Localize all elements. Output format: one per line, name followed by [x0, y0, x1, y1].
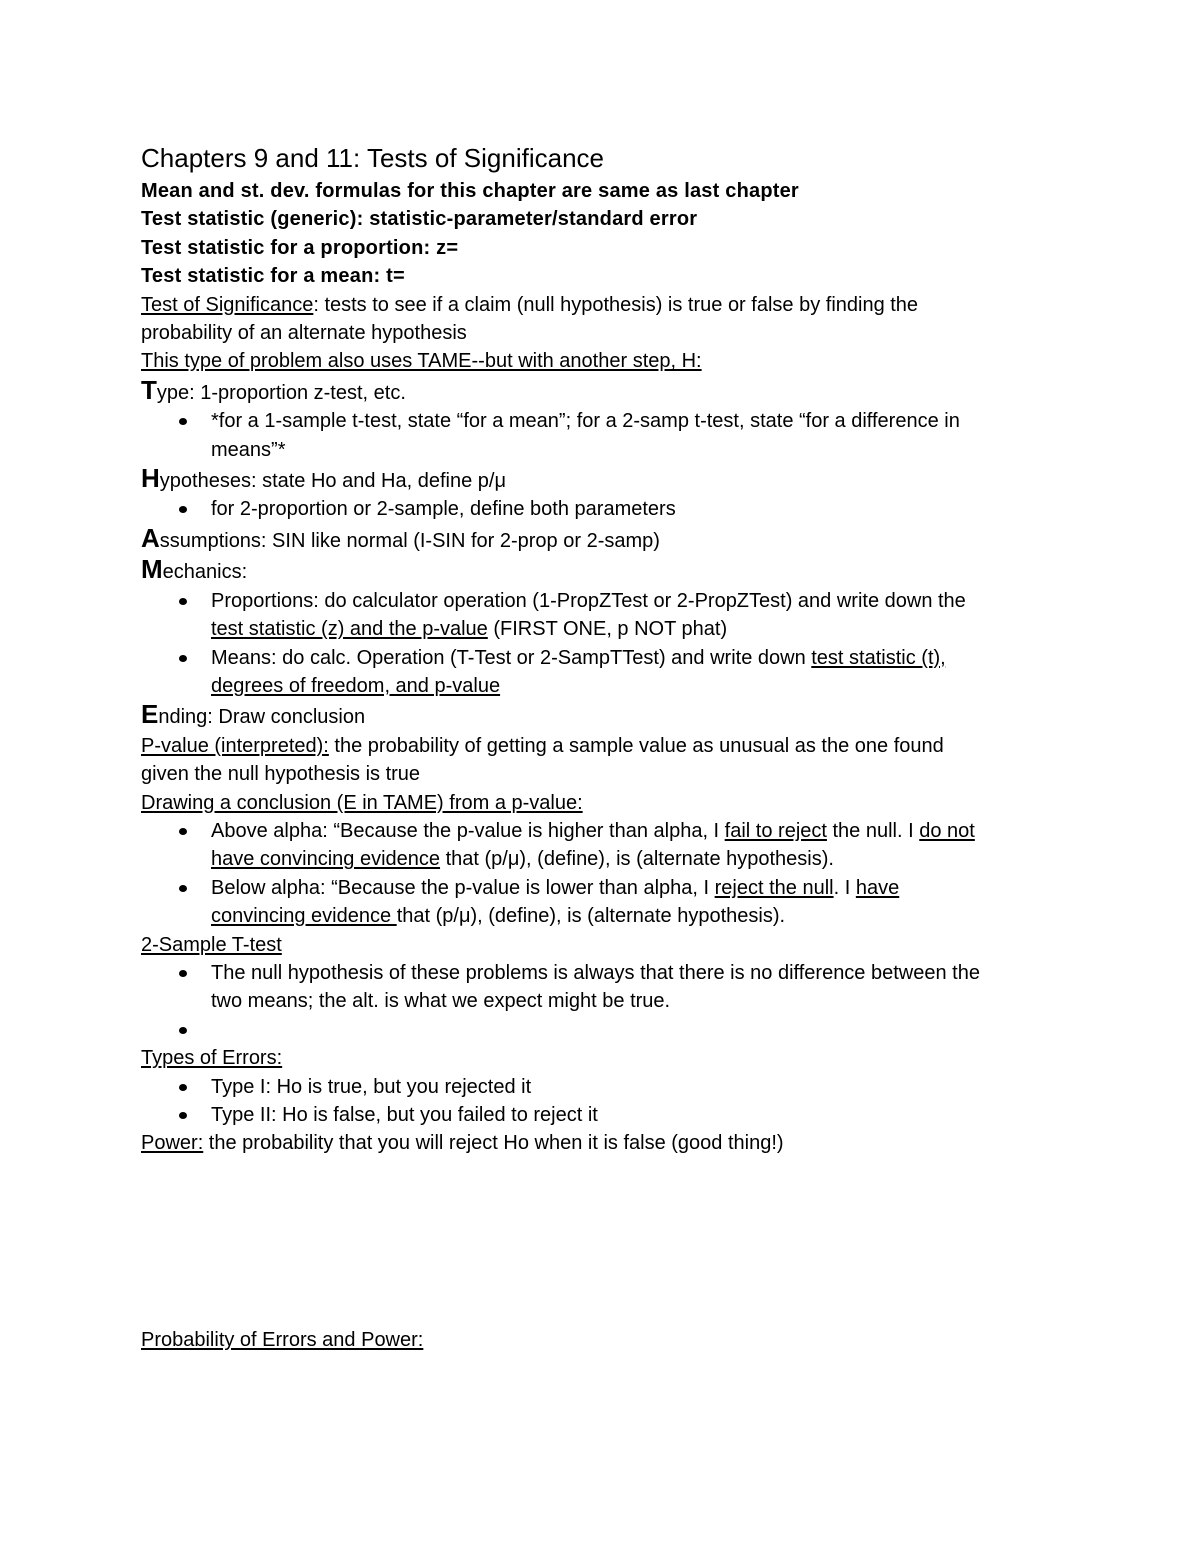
list-item [141, 959, 1061, 1016]
type-bullet-line2: means”* [211, 438, 286, 461]
mechanics-b1-line1: Proportions: do calculator operation (1-PropZTest or 2-PropZTest) and write down the [211, 589, 966, 612]
document-page [141, 141, 1061, 1354]
formula-proportion: Test statistic for a proportion: z= [141, 236, 459, 259]
above-underline-2: do not [919, 819, 975, 842]
hypotheses-heading [141, 464, 1061, 495]
hypotheses-cap: H [141, 463, 160, 494]
pvalue-definition [141, 732, 1061, 789]
mechanics-cap: M [141, 554, 163, 585]
formula-note: Mean and st. dev. formulas for this chapter are same as last chapter [141, 180, 799, 202]
list-item [141, 817, 1061, 874]
type-heading [141, 376, 1061, 407]
list-item [141, 1016, 1061, 1044]
above-underline-3: have convincing evidence [211, 848, 441, 871]
two-sample-list [141, 959, 1061, 1044]
mechanics-heading [141, 555, 1061, 586]
pvalue-term: P-value (interpreted): [141, 734, 329, 757]
hypotheses-list [141, 495, 1061, 523]
mechanics-b2-underline1: test statistic (t), [811, 646, 946, 669]
conclusion-list [141, 817, 1061, 931]
formula-generic: Test statistic (generic): statistic-parameter/standard error [141, 208, 698, 231]
power-definition [141, 1129, 1061, 1157]
list-item [141, 587, 1061, 644]
two-sample-line2: two means; the alt. is what we expect might be true. [211, 990, 671, 1013]
above-text-c: that (p/μ), (define), is (alternate hypothesis). [440, 848, 834, 871]
type-cap: T [141, 374, 157, 405]
list-item [141, 407, 1061, 464]
above-text-a: Above alpha: “Because the p-value is higher than alpha, I [211, 819, 725, 842]
two-sample-heading: 2-Sample T-test [141, 933, 282, 956]
below-text-c: that (p/μ), (define), is (alternate hypothesis). [396, 905, 786, 928]
mechanics-b1-tail: (FIRST ONE, p NOT phat) [487, 618, 728, 641]
below-text-a: Below alpha: “Because the p-value is lower than alpha, I [211, 876, 715, 899]
significance-definition [141, 291, 1061, 348]
ending-cap: E [141, 699, 159, 730]
below-underline-3: convincing evidence [211, 905, 397, 928]
assumptions-heading [141, 524, 1061, 555]
list-item: Type II: Ho is false, but you failed to reject it [141, 1101, 1061, 1129]
mechanics-b2-underline2: degrees of freedom, and p-value [211, 674, 501, 697]
conclusion-heading: Drawing a conclusion (E in TAME) from a p-value: [141, 791, 583, 814]
errors-heading: Types of Errors: [141, 1047, 283, 1070]
below-text-b: . I [833, 876, 856, 899]
power-term: Power: [141, 1132, 204, 1155]
tame-note: This type of problem also uses TAME--but with another step, H: [141, 350, 702, 373]
assumptions-rest: ssumptions: SIN like normal (I-SIN for 2-prop or 2-samp) [159, 529, 660, 552]
formula-mean: Test statistic for a mean: t= [141, 265, 405, 288]
two-sample-line1: The null hypothesis of these problems is always that there is no difference between the [211, 961, 980, 984]
type-list [141, 407, 1061, 464]
list-item: for 2-proportion or 2-sample, define both parameters [141, 495, 1061, 523]
type-rest: ype: 1-proportion z-test, etc. [156, 381, 406, 404]
mechanics-list [141, 587, 1061, 701]
above-text-b: the null. I [826, 819, 920, 842]
hypotheses-rest: ypotheses: state Ho and Ha, define p/μ [159, 470, 506, 493]
blank-space [141, 1158, 1061, 1326]
power-def: the probability that you will reject Ho when it is false (good thing!) [203, 1132, 784, 1155]
pvalue-def-1: the probability of getting a sample value as unusual as the one found [328, 734, 944, 757]
list-item: Type I: Ho is true, but you rejected it [141, 1073, 1061, 1101]
mechanics-rest: echanics: [162, 561, 248, 584]
probability-heading: Probability of Errors and Power: [141, 1328, 424, 1351]
page-title: Chapters 9 and 11: Tests of Significance [141, 143, 604, 173]
assumptions-cap: A [141, 522, 160, 553]
below-underline-2: have [855, 876, 900, 899]
mechanics-b2-text: Means: do calc. Operation (T-Test or 2-SampTTest) and write down [211, 646, 812, 669]
pvalue-def-2: given the null hypothesis is true [141, 763, 421, 786]
ending-rest: nding: Draw conclusion [158, 706, 366, 729]
ending-heading [141, 700, 1061, 731]
below-underline-1: reject the null [714, 876, 834, 899]
significance-def-2: probability of an alternate hypothesis [141, 322, 467, 345]
list-item [141, 644, 1061, 701]
mechanics-b1-underline: test statistic (z) and the p-value [211, 618, 488, 641]
significance-term: Test of Significance [141, 293, 314, 316]
type-bullet-line1: *for a 1-sample t-test, state “for a mean”; for a 2-samp t-test, state “for a difference in [211, 410, 960, 433]
significance-def-1: : tests to see if a claim (null hypothesis) is true or false by finding the [313, 293, 919, 316]
errors-list [141, 1073, 1061, 1130]
above-underline-1: fail to reject [724, 819, 827, 842]
list-item [141, 874, 1061, 931]
